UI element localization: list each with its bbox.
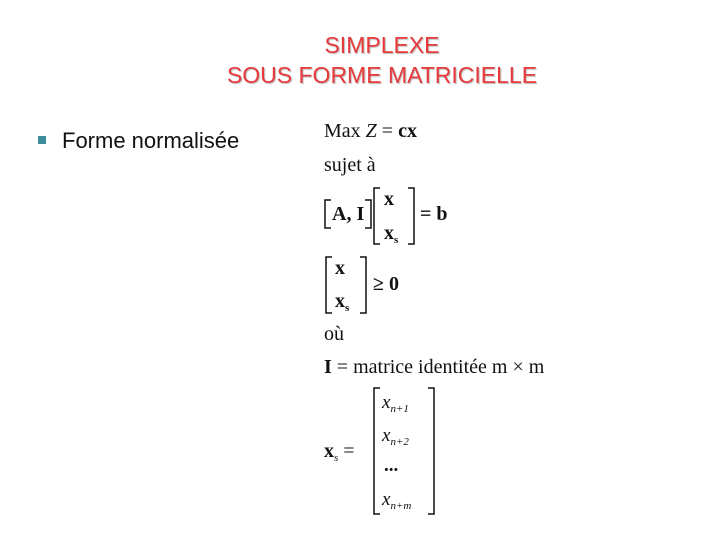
slack-lhs: [324, 440, 355, 464]
nonneg-rhs: ≥ 0: [373, 273, 399, 295]
slack-entry-1-var: x: [382, 392, 391, 413]
bullet-item: [38, 128, 239, 154]
slide-title: [0, 30, 720, 90]
slack-entry-1: [382, 392, 409, 415]
nonneg-vector-entry-1: x: [335, 257, 345, 279]
nonneg-vector-entry-2: [335, 290, 349, 314]
slack-entry-4-var: x: [382, 489, 391, 510]
objective-equals: =: [381, 120, 394, 142]
where-label: où: [324, 323, 344, 345]
slack-entry-2-var: x: [382, 425, 391, 446]
slack-lhs-base: x: [324, 440, 334, 462]
constraint-vector-entry-1: x: [384, 188, 394, 210]
slack-entry-4-sub: n+m: [390, 500, 412, 512]
max-keyword: Max: [324, 120, 361, 142]
constraint-rhs: = b: [420, 203, 448, 225]
nonneg-xs-base: x: [335, 290, 345, 312]
objective-line: [324, 120, 417, 143]
bullet-label: Forme normalisée: [62, 128, 240, 153]
constraint-xs-sub: s: [394, 234, 399, 246]
slack-entry-2: [382, 425, 409, 448]
title-line-2: SOUS FORME MATRICIELLE: [226, 62, 538, 88]
constraint-matrix: A, I: [332, 203, 365, 225]
identity-definition: [324, 356, 544, 379]
identity-text: = matrice identitée m × m: [336, 356, 545, 378]
square-bullet-icon: [38, 136, 46, 144]
objective-variable: Z: [365, 120, 377, 142]
objective-expression: cx: [398, 120, 417, 142]
slack-entry-4: [382, 489, 411, 512]
slack-lhs-sub: s: [334, 452, 339, 464]
slack-entry-3: [384, 455, 398, 477]
subject-to-label: sujet à: [324, 154, 376, 176]
identity-symbol: I: [324, 356, 332, 378]
slack-entry-1-sub: n+1: [390, 403, 409, 415]
slack-entry-2-sub: n+2: [390, 436, 409, 448]
slack-equals: =: [343, 440, 355, 462]
nonneg-xs-sub: s: [345, 302, 350, 314]
title-line-1: SIMPLEXE: [324, 32, 440, 58]
constraint-xs-base: x: [384, 222, 394, 244]
slack-entry-3-var: ...: [384, 455, 399, 476]
constraint-vector-entry-2: [384, 222, 398, 246]
